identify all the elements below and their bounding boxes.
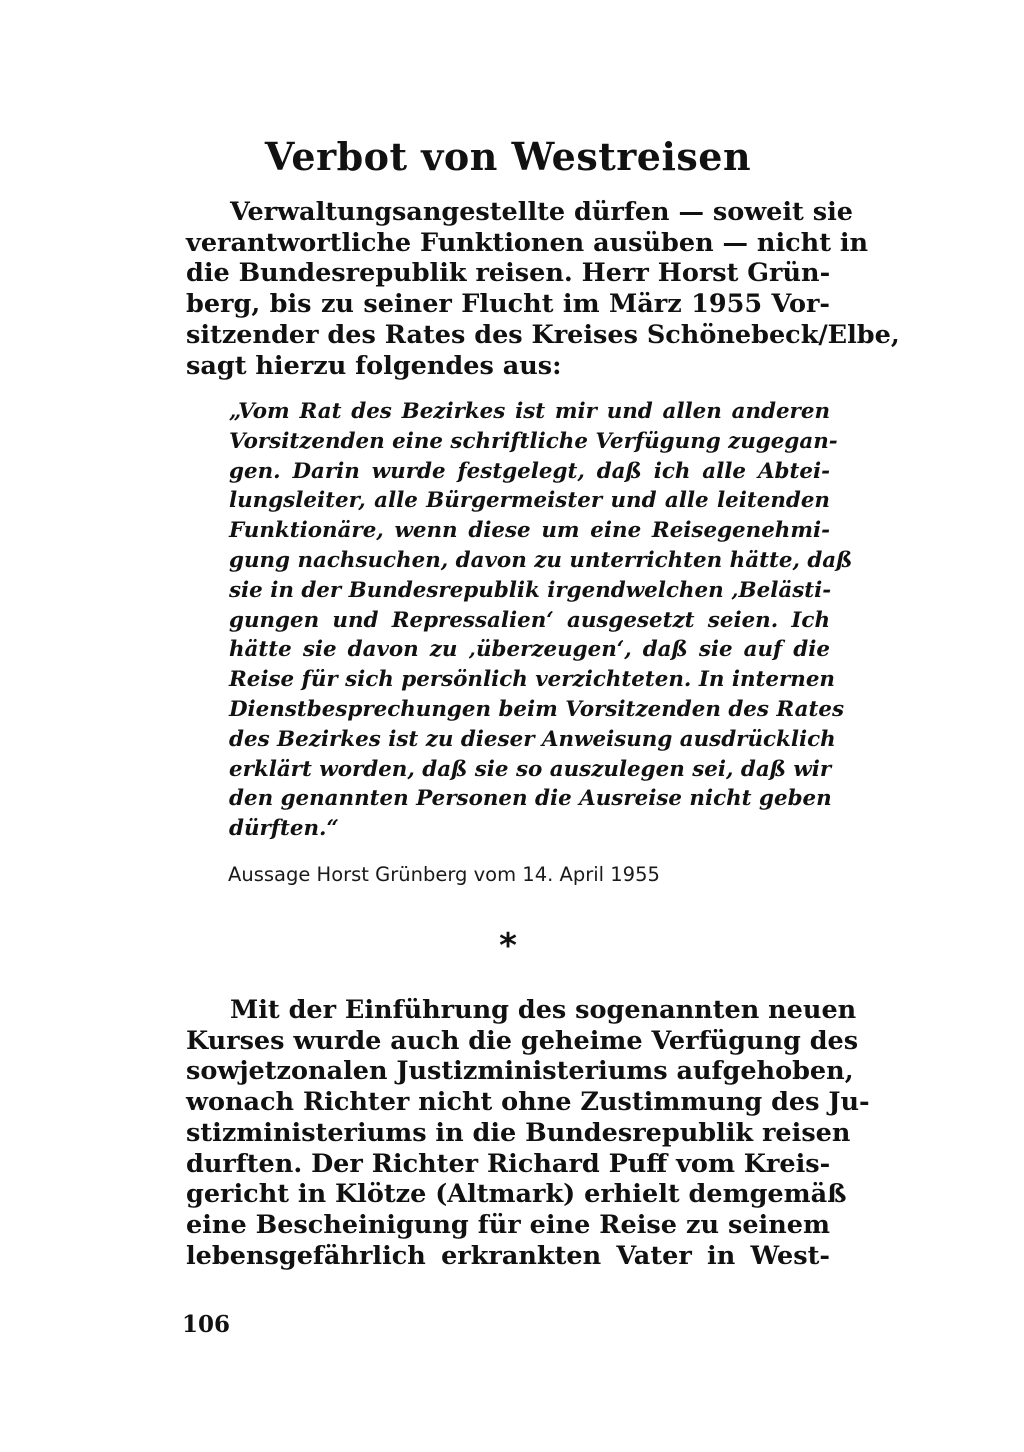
intro-line: berg, bis zu seiner Flucht im März 1955 Vor- (186, 289, 830, 320)
quote-line: des Bezirkes ist zu dieser Anweisung ausdrücklich (229, 726, 836, 752)
quote-line: erklärt worden, daß sie so auszulegen sei, daß wir (229, 756, 832, 782)
second-line: stizministeriums in die Bundesrepublik reisen (186, 1117, 851, 1148)
quote-line: Vorsitzenden eine schriftliche Verfügung zugegan- (229, 428, 838, 454)
quote-line: hätte sie davon zu ‚überzeugen‘, daß sie auf die (229, 637, 830, 663)
second-line: Kurses wurde auch die geheime Verfügung des (186, 1025, 859, 1056)
second-line: sowjetzonalen Justizministeriums aufgehoben, (186, 1056, 854, 1087)
intro-line: sitzender des Rates des Kreises Schönebeck/Elbe, (186, 319, 900, 350)
second-line: lebensgefährlich erkrankten Vater in West- (186, 1240, 830, 1271)
section-separator: * (499, 926, 517, 966)
quote-line: sie in der Bundesrepublik irgendwelchen ‚Belästi- (229, 577, 832, 603)
second-line: eine Bescheinigung für eine Reise zu seinem (186, 1209, 830, 1240)
quote-line: Funktionäre, wenn diese um eine Reisegenehmi- (229, 518, 830, 544)
quote-line: dürften.“ (229, 816, 339, 842)
quote-source: Aussage Horst Grünberg vom 14. April 1955 (228, 863, 660, 886)
quote-line: lungsleiter, alle Bürgermeister und alle leitenden (229, 488, 830, 514)
quote-line: „Vom Rat des Bezirkes ist mir und allen anderen (229, 399, 830, 424)
intro-paragraph (186, 197, 900, 381)
page-title: Verbot von Westreisen (264, 134, 752, 179)
page-number: 106 (182, 1311, 231, 1338)
intro-line: sagt hierzu folgendes aus: (186, 350, 562, 381)
second-paragraph (186, 995, 870, 1271)
quote-line: den genannten Personen die Ausreise nicht geben (229, 786, 832, 812)
second-line: wonach Richter nicht ohne Zustimmung des Ju- (186, 1087, 870, 1118)
quote-line: Dienstbesprechungen beim Vorsitzenden des Rates (229, 696, 845, 722)
intro-line: verantwortliche Funktionen ausüben — nicht in (186, 227, 869, 258)
intro-line: die Bundesrepublik reisen. Herr Horst Grün- (186, 258, 831, 289)
second-line: gericht in Klötze (Altmark) erhielt demgemäß (186, 1179, 847, 1210)
second-line: Mit der Einführung des sogenannten neuen (230, 995, 857, 1025)
quote-line: gen. Darin wurde festgelegt, daß ich alle Abtei- (229, 458, 830, 484)
quote-line: gung nachsuchen, davon zu unterrichten hätte, daß (229, 547, 853, 573)
testimony-quote (229, 397, 853, 844)
intro-line: Verwaltungsangestellte dürfen — soweit sie (230, 197, 853, 227)
quote-line: Reise für sich persönlich verzichteten. In internen (229, 667, 835, 693)
quote-line: gungen und Repressalien‘ ausgesetzt seien. Ich (229, 607, 830, 633)
second-line: durften. Der Richter Richard Puff vom Kreis- (186, 1148, 831, 1179)
